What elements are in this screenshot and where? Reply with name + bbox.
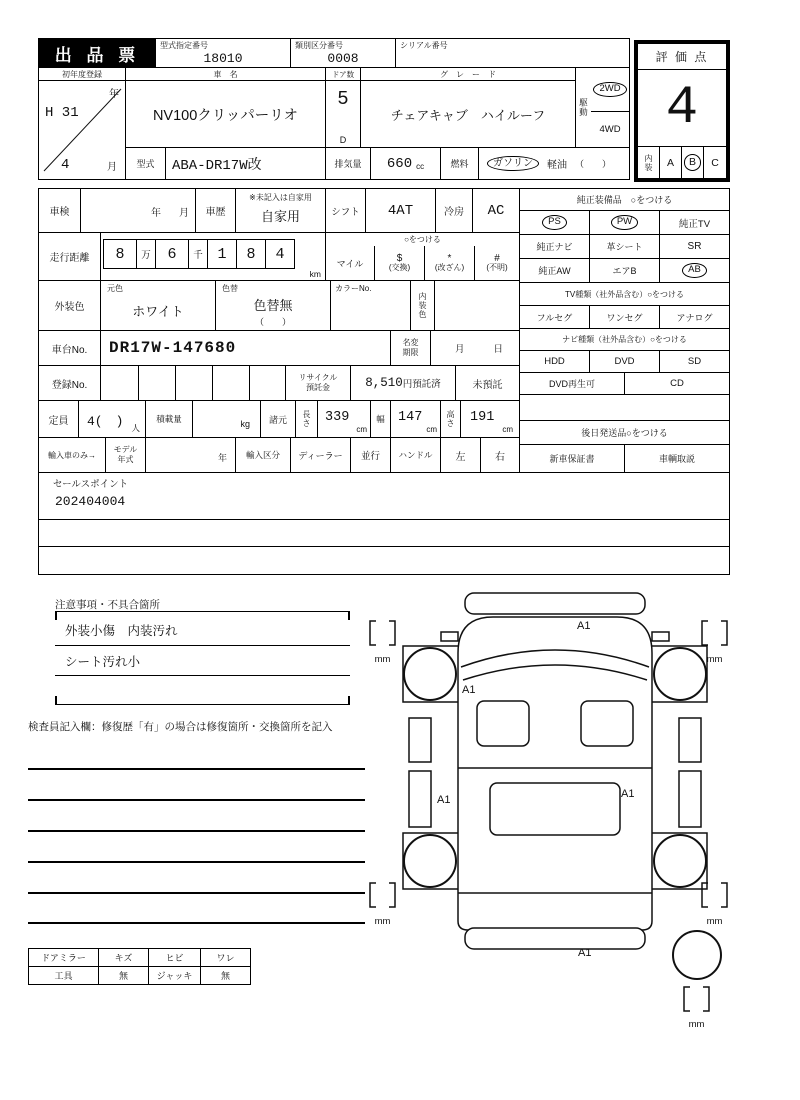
- left-mirror: [441, 632, 458, 641]
- sales-point-line: [39, 519, 729, 520]
- damage-mark: A1: [462, 684, 476, 696]
- asterisk-note: (改ざん): [434, 263, 465, 273]
- history-value: 自家用: [260, 209, 300, 224]
- doors-value: 5: [337, 88, 349, 110]
- shift-value: 4AT: [366, 189, 436, 233]
- notes-corner-tick: [55, 612, 57, 620]
- mileage-digit-1: 8: [103, 239, 137, 269]
- drive-label: 駆動: [578, 98, 589, 117]
- ab-circled: AB: [682, 263, 707, 278]
- capacity-value: 4( ): [87, 414, 124, 429]
- model-year-label-cell: [106, 438, 146, 472]
- cooling-value: AC: [473, 189, 519, 233]
- first-registration-label: 初年度登録: [39, 68, 125, 81]
- front-seat-right: [581, 701, 633, 746]
- tread-bracket: [702, 621, 708, 645]
- dvd-playable: DVD再生可: [520, 373, 625, 395]
- class-number-value: 0008: [327, 51, 359, 66]
- reg-year-suffix: 年: [109, 89, 119, 100]
- fuel-gasoline-circled: ガソリン: [487, 156, 539, 172]
- cd: CD: [625, 373, 729, 395]
- jack-label: ジャッキ: [149, 967, 201, 985]
- history-label: 車歴: [196, 189, 236, 233]
- mileage-sen-label: 千: [188, 239, 208, 269]
- tread-mm-label: mm: [374, 654, 391, 665]
- color-change-cell: [216, 281, 331, 331]
- shift-label: シフト: [326, 189, 366, 233]
- equipment-column: [520, 188, 730, 473]
- import-only-label: 輸入車のみ→: [39, 438, 106, 472]
- vehicle-identity-block: [38, 68, 630, 180]
- name-change-date-cell: [431, 331, 519, 366]
- notes-line-1: 外装小傷 内装汚れ: [65, 624, 178, 638]
- name-change-month: 月: [455, 344, 465, 355]
- recycle-not-deposited: 未預託: [456, 366, 519, 401]
- side-step: [679, 771, 701, 827]
- model-designation-label: 型式指定番号: [160, 41, 208, 50]
- notes-corner-tick: [348, 696, 350, 704]
- grade-label: グ レ ー ド: [361, 68, 575, 81]
- handle-left: 左: [441, 438, 481, 472]
- length-value-cell: [318, 401, 371, 438]
- height-label: 高さ: [446, 409, 455, 428]
- model-designation-field: [156, 39, 291, 67]
- name-change-label-cell: [391, 331, 431, 366]
- inspection-year-suffix: 年: [151, 208, 161, 219]
- drive-option-4wd: 4WD: [599, 124, 621, 135]
- ps-circled: PS: [542, 215, 567, 230]
- equipment-header: 純正装備品 ○をつける: [520, 189, 729, 211]
- mileage-digit-strip: [103, 239, 295, 269]
- chassis-no-value: DR17W-147680: [101, 331, 391, 366]
- length-label-cell: [296, 401, 318, 438]
- damage-mark: A1: [577, 620, 591, 632]
- model-year-label: モデル年式: [113, 445, 138, 464]
- equipment-airbag: エアB: [590, 259, 660, 283]
- load-value-cell: [193, 401, 261, 438]
- name-change-label: 名変期限: [402, 338, 419, 357]
- import-dealer: ディーラー: [291, 438, 351, 472]
- notes-title: 注意事項・不具合箇所: [55, 599, 160, 611]
- width-label: 幅: [371, 401, 391, 438]
- mileage-digits-cell: [101, 233, 326, 281]
- capacity-label: 定員: [39, 401, 79, 438]
- front-left-wheel: [404, 648, 456, 700]
- mileage-mark-cell: [326, 233, 519, 281]
- top-header-row: [38, 38, 630, 68]
- tread-bracket: [721, 621, 727, 645]
- width-value: 147: [398, 410, 423, 425]
- tools-value: 無: [99, 967, 149, 985]
- model-code-value: ABA-DR17W改: [166, 148, 326, 179]
- equipment-aw: 純正AW: [520, 259, 590, 283]
- length-value: 339: [325, 410, 350, 425]
- drive-2wd-circled: 2WD: [593, 82, 626, 97]
- damage-mark: A1: [621, 788, 635, 800]
- mirror-scratch: キズ: [99, 949, 149, 967]
- reg-month-suffix: 月: [107, 162, 117, 173]
- length-label: 長さ: [302, 409, 311, 428]
- color-change-value: 色替無: [253, 298, 293, 313]
- mileage-mark-asterisk: [424, 246, 474, 280]
- fuel-options-cell: [479, 148, 629, 179]
- interior-grade-a: A: [660, 147, 682, 178]
- history-value-cell: [236, 189, 326, 233]
- front-bumper: [465, 593, 645, 614]
- damage-mark: A1: [578, 947, 592, 959]
- mileage-digit-5: 4: [265, 239, 295, 269]
- name-change-day: 日: [493, 344, 503, 355]
- notes-corner-tick: [55, 696, 57, 704]
- mirror-crack: ヒビ: [149, 949, 201, 967]
- asterisk-symbol: *: [447, 253, 452, 265]
- side-step: [409, 771, 431, 827]
- side-step: [409, 718, 431, 762]
- recycle-deposited-cell: [351, 366, 456, 401]
- tread-bracket: [370, 621, 376, 645]
- car-name-value: NV100クリッパーリオ: [152, 107, 299, 124]
- height-value: 191: [470, 410, 495, 425]
- interior-grade-c: C: [711, 156, 719, 169]
- mirror-header: ドアミラー: [29, 949, 99, 967]
- rear-left-wheel: [404, 835, 456, 887]
- dimensions-label: 諸元: [261, 401, 296, 438]
- width-unit: cm: [426, 425, 437, 434]
- serial-number-field: [396, 39, 629, 67]
- repair-note-line: [28, 892, 365, 894]
- navi-sd: SD: [660, 351, 729, 373]
- tv-full-seg: フルセグ: [520, 306, 590, 329]
- tread-bracket: [389, 883, 395, 907]
- fuel-other-paren: （ ）: [575, 159, 612, 169]
- model-year-value-cell: [146, 438, 236, 472]
- mileage-digit-2: 6: [155, 239, 189, 269]
- grade-cell: [361, 68, 576, 148]
- navi-hdd: HDD: [520, 351, 590, 373]
- reg-era-value: H 31: [45, 105, 79, 121]
- tread-bracket: [684, 987, 690, 1011]
- regno-divider: [212, 366, 213, 400]
- right-mirror: [652, 632, 669, 641]
- interior-color-cell: [411, 281, 519, 331]
- equipment-leather: 革シート: [590, 235, 660, 259]
- inspection-date-cell: [81, 189, 196, 233]
- repair-note-line: [28, 768, 365, 770]
- notes-corner-tick: [348, 612, 350, 620]
- registration-no-cells: [101, 366, 286, 401]
- tread-mm-label: mm: [706, 916, 723, 927]
- inspection-label: 車検: [39, 189, 81, 233]
- exterior-color-label: 外装色: [39, 281, 101, 331]
- equipment-ps: [520, 211, 590, 235]
- height-unit: cm: [502, 425, 513, 434]
- width-value-cell: [391, 401, 441, 438]
- car-diagram: [365, 583, 745, 1030]
- doors-suffix: D: [339, 135, 347, 145]
- notes-rule: [55, 645, 350, 646]
- length-unit: cm: [356, 425, 367, 434]
- interior-color-label: 内装色: [418, 292, 427, 319]
- model-year-suffix: 年: [217, 453, 227, 463]
- load-label: 積載量: [146, 401, 193, 438]
- registration-no-label: 登録No.: [39, 366, 101, 401]
- sales-point-line: [39, 546, 729, 547]
- car-name-label: 車 名: [126, 68, 325, 81]
- tv-analog: アナログ: [660, 306, 729, 329]
- regno-divider: [138, 366, 139, 400]
- repair-note-line: [28, 799, 365, 801]
- recycle-amount: 8,510: [365, 376, 403, 390]
- detail-block: [38, 188, 520, 473]
- car-body-outline: [458, 617, 652, 930]
- doors-cell: [326, 68, 361, 148]
- color-change-paren: （ ）: [254, 317, 291, 327]
- mirror-break: ワレ: [201, 949, 251, 967]
- import-division-label: 輸入区分: [236, 438, 291, 472]
- vehicle-manual: 車輌取説: [658, 454, 695, 464]
- interior-grade-label: 内装: [644, 153, 653, 172]
- evaluation-box: [634, 40, 730, 182]
- equipment-sr: SR: [660, 235, 729, 259]
- first-registration-cell: [39, 68, 126, 179]
- later-shipment-header: 後日発送品○をつける: [520, 421, 729, 445]
- mileage-mark-options: [326, 246, 519, 280]
- sales-point-label: セールスポイント: [53, 479, 129, 490]
- displacement-value-cell: [371, 148, 441, 179]
- height-value-cell: [461, 401, 519, 438]
- cooling-label: 冷房: [436, 189, 473, 233]
- dollar-note: (交換): [388, 263, 411, 273]
- color-no-cell: [331, 281, 411, 331]
- interior-grade-b: [682, 147, 704, 178]
- rear-bench-seat: [490, 783, 620, 835]
- chassis-no-label: 車台No.: [39, 331, 101, 366]
- front-right-wheel: [654, 648, 706, 700]
- regno-divider: [175, 366, 176, 400]
- front-seat-left: [477, 701, 529, 746]
- tread-bracket: [389, 621, 395, 645]
- original-color-value: ホワイト: [132, 304, 184, 319]
- navi-dvd: DVD: [590, 351, 660, 373]
- notes-line-2: シート汚れ小: [65, 655, 141, 669]
- load-unit: kg: [240, 419, 250, 429]
- mileage-mark-dollar: [374, 246, 424, 280]
- sales-point-block: [38, 473, 730, 575]
- drive-option-2wd: [591, 68, 629, 112]
- jack-value: 無: [201, 967, 251, 985]
- regno-divider: [249, 366, 250, 400]
- equipment-navi: 純正ナビ: [520, 235, 590, 259]
- mileage-mark-header: ○をつける: [404, 235, 441, 244]
- class-number-label: 類別区分番号: [295, 41, 343, 50]
- rear-bumper: [465, 928, 645, 949]
- hash-symbol: #: [494, 253, 500, 265]
- fuel-diesel: 軽油: [547, 160, 567, 171]
- mileage-man-label: 万: [136, 239, 156, 269]
- tread-mm-label: mm: [374, 916, 391, 927]
- warranty-book: 新車保証書: [520, 445, 625, 472]
- equipment-ab-mark: [660, 259, 729, 283]
- original-color-cell: [101, 281, 216, 331]
- pw-circled: PW: [611, 215, 638, 230]
- grade-value: チェアキャブ ハイルーフ: [390, 107, 546, 123]
- reg-month-value: 4: [61, 157, 70, 173]
- fuel-label: 燃料: [441, 148, 479, 179]
- tools-label: 工具: [29, 967, 99, 985]
- height-label-cell: [441, 401, 461, 438]
- dollar-symbol: $: [396, 253, 403, 265]
- repair-note-line: [28, 922, 365, 924]
- equipment-tv: 純正TV: [660, 211, 729, 235]
- interior-grade-b-circled: B: [684, 154, 701, 170]
- serial-number-label: シリアル番号: [400, 41, 448, 50]
- model-code-label: 型式: [126, 148, 166, 179]
- recycle-deposited-suffix: 円預託済: [402, 379, 441, 390]
- repair-note-line: [28, 830, 365, 832]
- tread-bracket: [703, 987, 709, 1011]
- damage-mark: A1: [437, 794, 451, 806]
- tv-type-header: TV種類（社外品含む）○をつける: [520, 283, 729, 306]
- drive-label-wrap: [576, 68, 591, 147]
- displacement-unit: cc: [416, 162, 425, 171]
- notes-box: [55, 611, 350, 705]
- spare-tire: [673, 931, 721, 979]
- interior-grade-row: [638, 146, 726, 178]
- tv-one-seg: ワンセグ: [590, 306, 660, 329]
- tread-mm-label: mm: [706, 654, 723, 665]
- displacement-label: 排気量: [326, 148, 371, 179]
- handle-right: 右: [495, 451, 505, 463]
- recycle-label-cell: [286, 366, 351, 401]
- color-change-label: 色替: [222, 284, 238, 293]
- tread-bracket: [721, 883, 727, 907]
- mirror-tools-table: [28, 948, 251, 985]
- hash-note: (不明): [486, 263, 508, 273]
- mileage-mark-mile: マイル: [336, 258, 364, 269]
- car-name-cell: [126, 68, 326, 148]
- equipment-empty-row: [520, 395, 729, 421]
- interior-grade-label-wrap: [638, 147, 660, 178]
- color-no-label: カラーNo.: [335, 284, 372, 293]
- displacement-value: 660: [386, 155, 413, 172]
- rear-right-wheel: [654, 835, 706, 887]
- class-number-field: [291, 39, 396, 67]
- inspector-note: 検査員記入欄：修復歴「有」の場合は修復箇所・交換箇所を記入: [28, 721, 333, 733]
- repair-note-line: [28, 861, 365, 863]
- tread-bracket: [370, 883, 376, 907]
- drive-cell: [576, 68, 629, 148]
- inspection-month-suffix: 月: [179, 208, 189, 219]
- notes-rule: [55, 675, 350, 676]
- capacity-value-cell: [79, 401, 146, 438]
- model-designation-value: 18010: [203, 51, 243, 66]
- mileage-unit: km: [309, 269, 321, 279]
- history-note: ※未記入は自家用: [249, 193, 312, 202]
- mileage-digit-4: 8: [236, 239, 266, 269]
- tread-mm-label: mm: [688, 1019, 705, 1030]
- interior-color-label-wrap: [411, 281, 435, 330]
- import-parallel: 並行: [351, 438, 391, 472]
- mileage-digit-3: 1: [207, 239, 237, 269]
- handle-label: ハンドル: [391, 438, 441, 472]
- sheet-title: 出 品 票: [39, 39, 156, 67]
- equipment-pw: [590, 211, 660, 235]
- side-step: [679, 718, 701, 762]
- doors-label: ドア数: [326, 68, 360, 81]
- capacity-unit: 人: [131, 423, 140, 433]
- recycle-label: リサイクル預託金: [298, 373, 338, 392]
- mileage-label: 走行距離: [39, 233, 101, 281]
- original-color-label: 元色: [107, 284, 123, 293]
- navi-type-header: ナビ種類（社外品含む）○をつける: [520, 329, 729, 351]
- evaluation-label: 評 価 点: [638, 44, 726, 70]
- mileage-mark-hash: [474, 246, 519, 280]
- evaluation-score: 4: [665, 77, 699, 139]
- sales-point-value: 202404004: [55, 494, 126, 509]
